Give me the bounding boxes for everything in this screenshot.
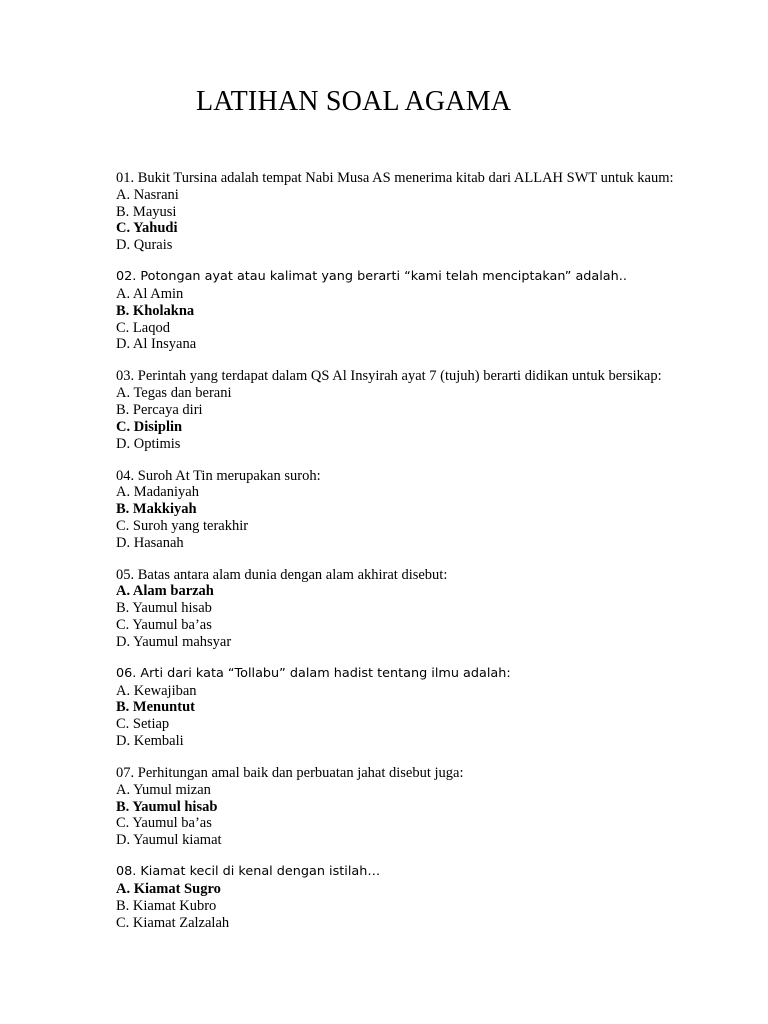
answer-option: D. Yaumul kiamat (116, 832, 222, 849)
document-title: LATIHAN SOAL AGAMA (196, 86, 512, 117)
answer-option: A. Madaniyah (116, 484, 199, 501)
answer-option: D. Yaumul mahsyar (116, 633, 232, 650)
answer-option: D. Kembali (116, 733, 184, 750)
answer-option: C. Setiap (116, 716, 170, 733)
question-text: 07. Perhitungan amal baik dan perbuatan jahat disebut juga: (116, 765, 464, 782)
answer-option: C. Laqod (116, 319, 170, 336)
question-text: 01. Bukit Tursina adalah tempat Nabi Musa AS menerima kitab dari ALLAH SWT untuk kaum: (116, 170, 674, 186)
answer-option: C. Yaumul ba’as (116, 617, 212, 634)
answer-option: B. Yaumul hisab (116, 600, 212, 617)
question-block (116, 567, 736, 651)
answer-option: A. Kewajiban (116, 682, 197, 699)
question-spacer (116, 353, 736, 368)
answer-option-correct: B. Makkiyah (116, 501, 197, 518)
answer-option-correct: A. Alam barzah (116, 583, 214, 600)
question-block (116, 666, 736, 750)
question-block (116, 864, 736, 931)
question-list (116, 170, 736, 931)
answer-option: D. Qurais (116, 237, 173, 254)
question-spacer (116, 452, 736, 467)
answer-option: B. Kiamat Kubro (116, 897, 217, 914)
answer-option: A. Yumul mizan (116, 781, 211, 798)
answer-option-correct: B. Kholakna (116, 302, 195, 319)
answer-option: D. Hasanah (116, 534, 184, 551)
answer-option-correct: B. Yaumul hisab (116, 798, 218, 815)
answer-option-correct: C. Yahudi (116, 220, 178, 237)
question-block (116, 765, 736, 849)
answer-option: D. Optimis (116, 435, 181, 452)
question-block (116, 468, 736, 552)
answer-option: A. Al Amin (116, 285, 184, 302)
question-text: 05. Batas antara alam dunia dengan alam akhirat disebut: (116, 566, 448, 583)
question-text: 03. Perintah yang terdapat dalam QS Al Insyirah ayat 7 (tujuh) berarti didikan untuk bersikap: (116, 368, 662, 385)
answer-option: B. Percaya diri (116, 401, 203, 418)
answer-option: A. Tegas dan berani (116, 385, 232, 402)
question-spacer (116, 552, 736, 567)
answer-option-correct: A. Kiamat Sugro (116, 881, 221, 897)
question-text: 04. Suroh At Tin merupakan suroh: (116, 467, 321, 484)
question-spacer (116, 651, 736, 666)
answer-option: C. Kiamat Zalzalah (116, 914, 230, 931)
question-text: 08. Kiamat kecil di kenal dengan istilah… (116, 864, 381, 880)
question-spacer (116, 750, 736, 765)
answer-option: C. Suroh yang terakhir (116, 517, 249, 534)
question-block (116, 368, 736, 452)
answer-option: C. Yaumul ba’as (116, 815, 212, 832)
question-block (116, 170, 736, 254)
answer-option-correct: C. Disiplin (116, 418, 183, 435)
answer-option: B. Mayusi (116, 203, 177, 220)
question-spacer (116, 849, 736, 864)
question-text: 06. Arti dari kata “Tollabu” dalam hadist tentang ilmu adalah: (116, 665, 511, 681)
question-spacer (116, 254, 736, 269)
question-text: 02. Potongan ayat atau kalimat yang berarti “kami telah menciptakan” adalah.. (116, 269, 627, 285)
answer-option: A. Nasrani (116, 186, 179, 203)
answer-option-correct: B. Menuntut (116, 699, 195, 716)
answer-option: D. Al Insyana (116, 336, 197, 353)
question-block (116, 269, 736, 353)
